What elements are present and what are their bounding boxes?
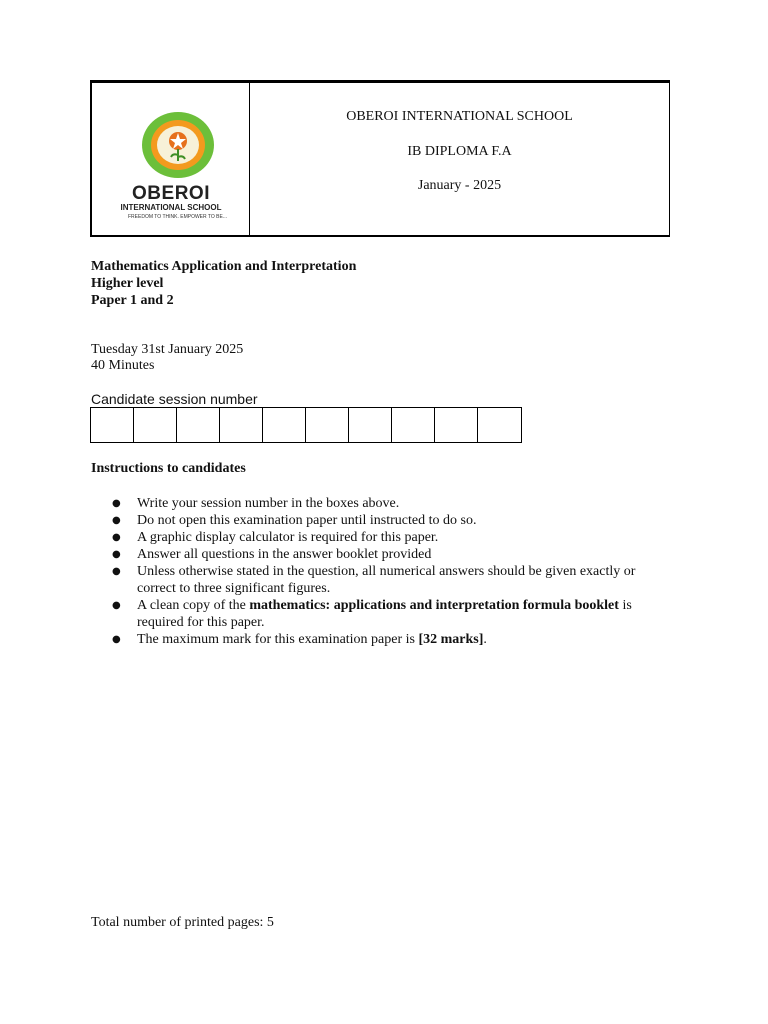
page-count: Total number of printed pages: 5	[91, 915, 274, 930]
instruction-emphasis: [32 marks]	[418, 632, 484, 647]
instruction-item	[91, 512, 676, 529]
logo-subtitle: INTERNATIONAL SCHOOL	[120, 203, 222, 212]
bullet-icon: ●	[112, 549, 121, 560]
exam-duration: 40 Minutes	[91, 358, 155, 373]
subject-title: Mathematics Application and Interpretation	[91, 259, 357, 274]
exam-info	[91, 342, 243, 374]
instruction-emphasis: mathematics: applications and interpretation formula booklet	[249, 598, 619, 613]
logo-tagline: FREEDOM TO THINK. EMPOWER TO BE...	[128, 214, 227, 220]
session-number-box[interactable]	[91, 408, 134, 442]
session-number-box[interactable]	[220, 408, 263, 442]
bullet-icon: ●	[112, 498, 121, 509]
instruction-item	[91, 563, 676, 597]
session-number-box[interactable]	[306, 408, 349, 442]
header-date: January - 2025	[417, 178, 502, 193]
school-name: OBEROI INTERNATIONAL SCHOOL	[346, 109, 573, 124]
bullet-icon: ●	[112, 634, 121, 645]
instruction-text: .	[483, 632, 487, 647]
instruction-text: Write your session number in the boxes above.	[137, 496, 400, 511]
instruction-item	[91, 597, 676, 631]
candidate-session-boxes[interactable]	[90, 407, 522, 443]
header-box	[90, 80, 670, 237]
instruction-item	[91, 495, 676, 512]
session-number-box[interactable]	[435, 408, 478, 442]
paper-label: Paper 1 and 2	[91, 293, 174, 308]
session-number-box[interactable]	[177, 408, 220, 442]
exam-date: Tuesday 31st January 2025	[91, 342, 244, 357]
logo-wordmark: OBEROI	[132, 183, 210, 204]
subject-level: Higher level	[91, 276, 164, 291]
instruction-text: Answer all questions in the answer booklet provided	[137, 547, 432, 562]
session-number-box[interactable]	[134, 408, 177, 442]
instruction-item	[91, 529, 676, 546]
oberoi-logo-icon	[142, 111, 214, 179]
program-title: IB DIPLOMA F.A	[407, 144, 512, 159]
session-number-box[interactable]	[392, 408, 435, 442]
bullet-icon: ●	[112, 566, 121, 577]
instruction-text: A graphic display calculator is required for this paper.	[137, 530, 439, 545]
bullet-icon: ●	[112, 515, 121, 526]
instruction-text: A clean copy of the	[137, 598, 250, 613]
session-number-box[interactable]	[478, 408, 521, 442]
instruction-item	[91, 546, 676, 563]
instruction-text: Unless otherwise stated in the question, all numerical answers should be given exactly or correct to three significant figures.	[137, 564, 636, 596]
bullet-icon: ●	[112, 532, 121, 543]
candidate-session-label: Candidate session number	[91, 391, 258, 407]
instructions-heading: Instructions to candidates	[91, 461, 246, 476]
instruction-text: is required for this paper.	[137, 598, 632, 630]
bullet-icon: ●	[112, 600, 121, 611]
instructions-list	[91, 495, 676, 648]
session-number-box[interactable]	[349, 408, 392, 442]
session-number-box[interactable]	[263, 408, 306, 442]
subject-block	[91, 258, 356, 309]
school-logo	[92, 83, 250, 235]
instruction-item	[91, 631, 676, 648]
instruction-text: The maximum mark for this examination paper is	[137, 632, 419, 647]
instruction-text: Do not open this examination paper until instructed to do so.	[137, 513, 477, 528]
